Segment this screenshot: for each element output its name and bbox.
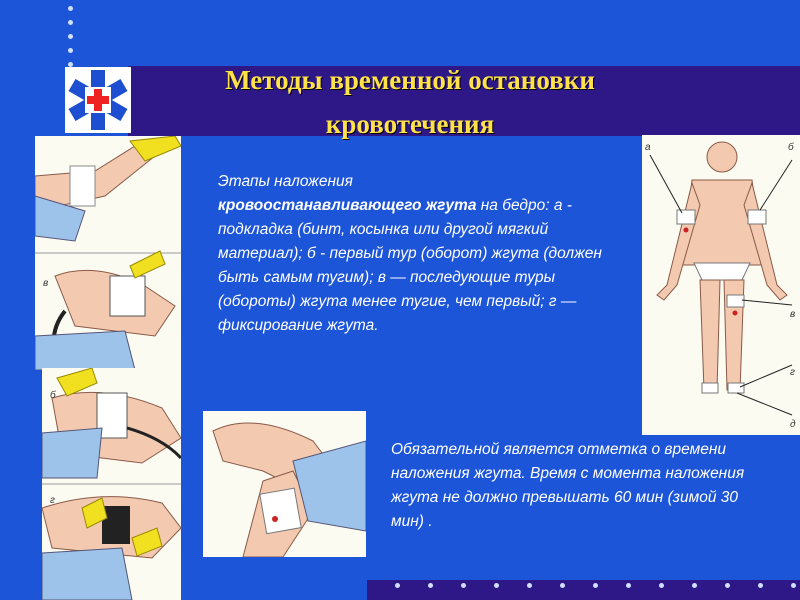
figure-label: д [790, 419, 796, 430]
figure-label: г [50, 495, 55, 506]
tourniquet-stages-description [218, 170, 610, 338]
figure-label: а [645, 142, 651, 153]
page-title [150, 58, 670, 146]
title-line-1: Методы временной остановки [225, 65, 595, 95]
decorative-dots-vertical [66, 6, 76, 66]
figure-label: в [43, 278, 49, 289]
figure-label: г [790, 367, 795, 378]
description-intro: Этапы наложения [218, 173, 353, 190]
figure-label: в [790, 309, 796, 320]
figure-label: б [788, 142, 794, 153]
title-line-2: кровотечения [325, 109, 495, 139]
time-limit-note: Обязательной является отметка о времени наложения жгута. Время с момента наложения жгута не должно превышать 60 мин (зимой 30 мин) . [391, 441, 745, 530]
body-tourniquet-sites-illustration [642, 135, 800, 435]
tourniquet-illustration-stages-b-g [42, 368, 181, 600]
description-rest: на бедро: а - подкладка (бинт, косынка или другой мягкий материал); б - первый тур (оборот) жгута (должен быть самым тугим); в — последующие туры (обороты) жгута менее тугие, чем первый; г — фиксирование жгута. [218, 197, 602, 334]
figure-label: б [50, 390, 56, 401]
tourniquet-illustration-stages-a-v [35, 136, 181, 370]
leg-tourniquet-illustration [203, 411, 366, 557]
medical-star-of-life-logo [65, 67, 131, 133]
description-bold-term: кровоостанавливающего жгута [218, 197, 477, 214]
